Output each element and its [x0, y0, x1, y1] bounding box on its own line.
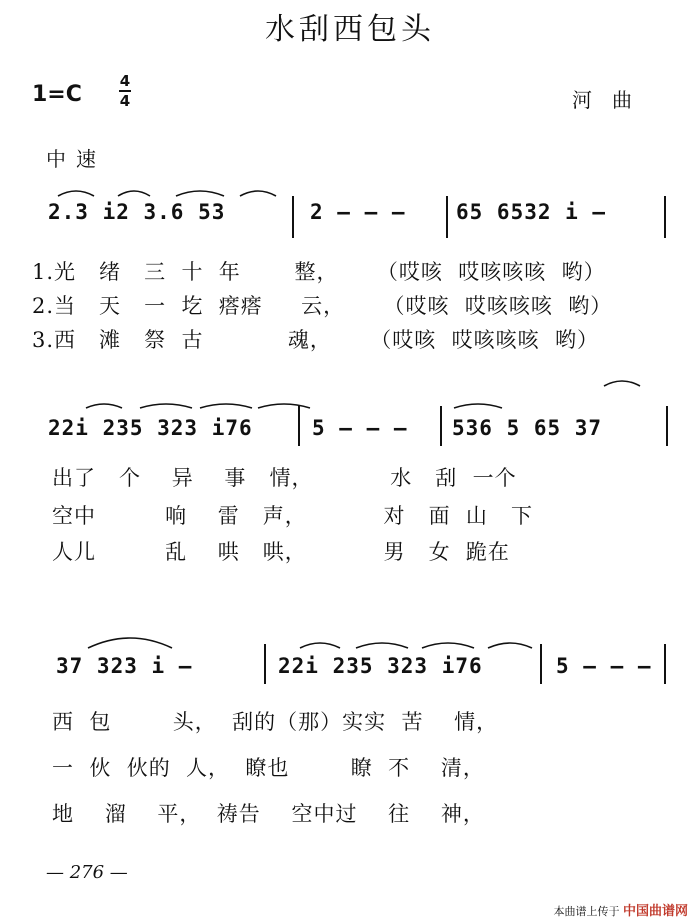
song-title: 水刮西包头	[265, 12, 435, 47]
system-3-measure-1: 37 323 i —	[56, 654, 193, 678]
footer-credit	[553, 900, 688, 919]
system-3-measure-3: 5 — — —	[556, 654, 652, 678]
slur-7	[140, 404, 192, 408]
slur-9	[258, 404, 310, 408]
footer-text: 本曲谱上传于	[553, 905, 620, 918]
system-1-lyric-verse-1: 1.光 绪 三 十 年 整， （哎咳 哎咳咳咳 哟）	[32, 260, 606, 284]
slur-4	[240, 191, 276, 196]
slur-14	[422, 643, 474, 648]
slur-13	[356, 643, 408, 648]
system-3-lyric-verse-3: 地 溜 平， 祷告 空中过 往 神，	[52, 802, 485, 826]
system-1-measure-2: 2 — — —	[310, 200, 406, 224]
time-signature-top: 4	[119, 72, 131, 90]
slur-11	[88, 638, 172, 648]
system-2-measure-1: 22i 235 323 i76	[48, 416, 253, 440]
system-3-measure-2: 22i 235 323 i76	[278, 654, 483, 678]
system-2-lyric-verse-3: 人儿 乱 哄 哄， 男 女 跪在	[52, 540, 510, 564]
system-3-lyric-verse-1: 西 包 头， 刮的（那）实实 苦 情，	[52, 710, 499, 734]
slur-5	[604, 381, 640, 386]
time-signature-bottom: 4	[119, 92, 131, 110]
system-1-measure-1: 2.3 i2 3.6 53	[48, 200, 226, 224]
system-2-lyric-verse-1: 出了 个 异 事 情， 水 刮 一个	[52, 466, 517, 490]
slur-6	[86, 404, 122, 408]
slur-2	[118, 191, 150, 196]
slur-15	[488, 643, 532, 648]
slur-10	[454, 404, 502, 408]
system-1-lyric-verse-3: 3.西 滩 祭 古 魂， （哎咳 哎咳咳咳 哟）	[32, 328, 599, 352]
tempo-marking: 中速	[46, 147, 106, 171]
system-2-measure-3: 536 5 65 37	[452, 416, 603, 440]
system-1-lyric-verse-2: 2.当 天 一 圪 瘩瘩 云， （哎咳 哎咳咳咳 哟）	[32, 294, 613, 318]
slur-8	[200, 404, 252, 408]
footer-brand-logo[interactable]: 中国曲谱网	[622, 904, 688, 919]
page-number: — 276 —	[46, 862, 128, 883]
system-1-measure-3: 65 6532 i —	[456, 200, 607, 224]
song-origin: 河曲	[572, 88, 652, 112]
slur-3	[176, 191, 224, 196]
system-2-measure-2: 5 — — —	[312, 416, 408, 440]
slur-1	[58, 191, 94, 196]
slur-12	[300, 643, 340, 648]
system-2-lyric-verse-2: 空中 响 雷 声， 对 面 山 下	[52, 504, 533, 528]
system-3-lyric-verse-2: 一 伙 伙的 人， 瞭也 瞭 不 清，	[52, 756, 485, 780]
key-signature: 1=C	[32, 82, 82, 107]
